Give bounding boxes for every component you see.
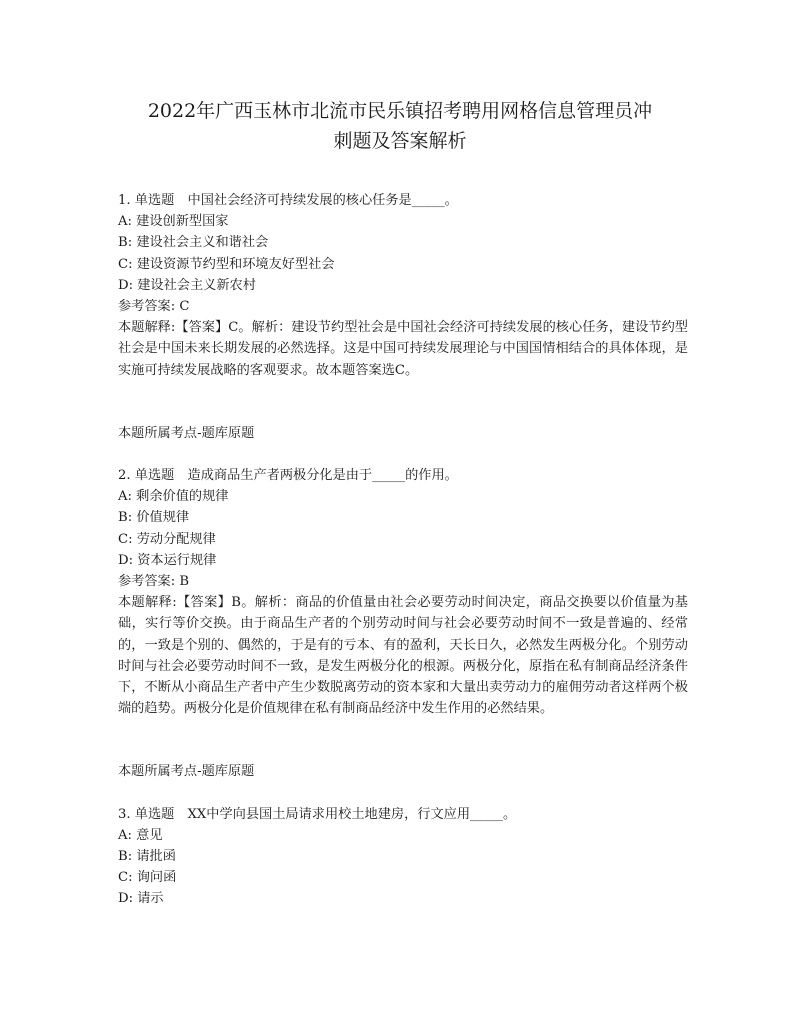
option-a: A: 建设创新型国家 (118, 214, 229, 230)
knowledge-point: 本题所属考点-题库原题 (118, 764, 255, 780)
option-a: A: 剩余价值的规律 (118, 489, 229, 505)
option-a: A: 意见 (118, 827, 163, 843)
option-b: B: 建设社会主义和谐社会 (118, 235, 269, 251)
reference-answer: 参考答案: B (118, 574, 190, 590)
document-title (100, 96, 700, 156)
question-1 (118, 190, 688, 465)
option-d: D: 资本运行规律 (118, 552, 217, 568)
knowledge-point: 本题所属考点-题库原题 (118, 425, 255, 441)
question-stem: 3. 单选题 XX中学向县国土局请求用校土地建房，行文应用_____。 (118, 806, 517, 822)
option-d: D: 建设社会主义新农村 (118, 277, 256, 293)
explanation: 本题解释:【答案】B。解析：商品的价值量由社会必要劳动时间决定，商品交换要以价值量为基础，实行等价交换。由于商品生产者的个别劳动时间与社会必要劳动时间不一致是普遍的、经常的，一致是个别的、偶然的，于是有的亏本、有的盈利，天长日久，必然发生两极分化。个别劳动时间与社会必要劳动时间不一致，是发生两极分化的根源。两极分化，原指在私有制商品经济条件下，不断从小商品生产者中产生少数脱离劳动的资本家和大量出卖劳动力的雇佣劳动者这样两个极端的趋势。两极分化是价值规律在私有制商品经济中发生作用的必然结果。 (118, 595, 688, 717)
question-3 (118, 804, 688, 910)
question-2 (118, 465, 688, 804)
reference-answer: 参考答案: C (118, 299, 190, 315)
title-line-2: 刺题及答案解析 (333, 130, 467, 152)
question-stem: 2. 单选题 造成商品生产者两极分化是由于_____的作用。 (118, 468, 458, 484)
question-stem: 1. 单选题 中国社会经济可持续发展的核心任务是_____。 (118, 193, 458, 208)
question-list (118, 190, 688, 910)
option-c: C: 建设资源节约型和环境友好型社会 (118, 256, 335, 272)
title-line-1: 2022年广西玉林市北流市民乐镇招考聘用网格信息管理员冲 (147, 100, 653, 122)
option-c: C: 询问函 (118, 870, 177, 886)
option-b: B: 价值规律 (118, 510, 190, 526)
option-d: D: 请示 (118, 891, 164, 907)
explanation: 本题解释:【答案】C。解析：建设节约型社会是中国社会经济可持续发展的核心任务，建设节约型社会是中国未来长期发展的必然选择。这是中国可持续发展理论与中国国情相结合的具体体现，是实施可持续发展战略的客观要求。故本题答案选C。 (118, 320, 688, 378)
option-b: B: 请批函 (118, 849, 176, 865)
option-c: C: 劳动分配规律 (118, 531, 216, 547)
